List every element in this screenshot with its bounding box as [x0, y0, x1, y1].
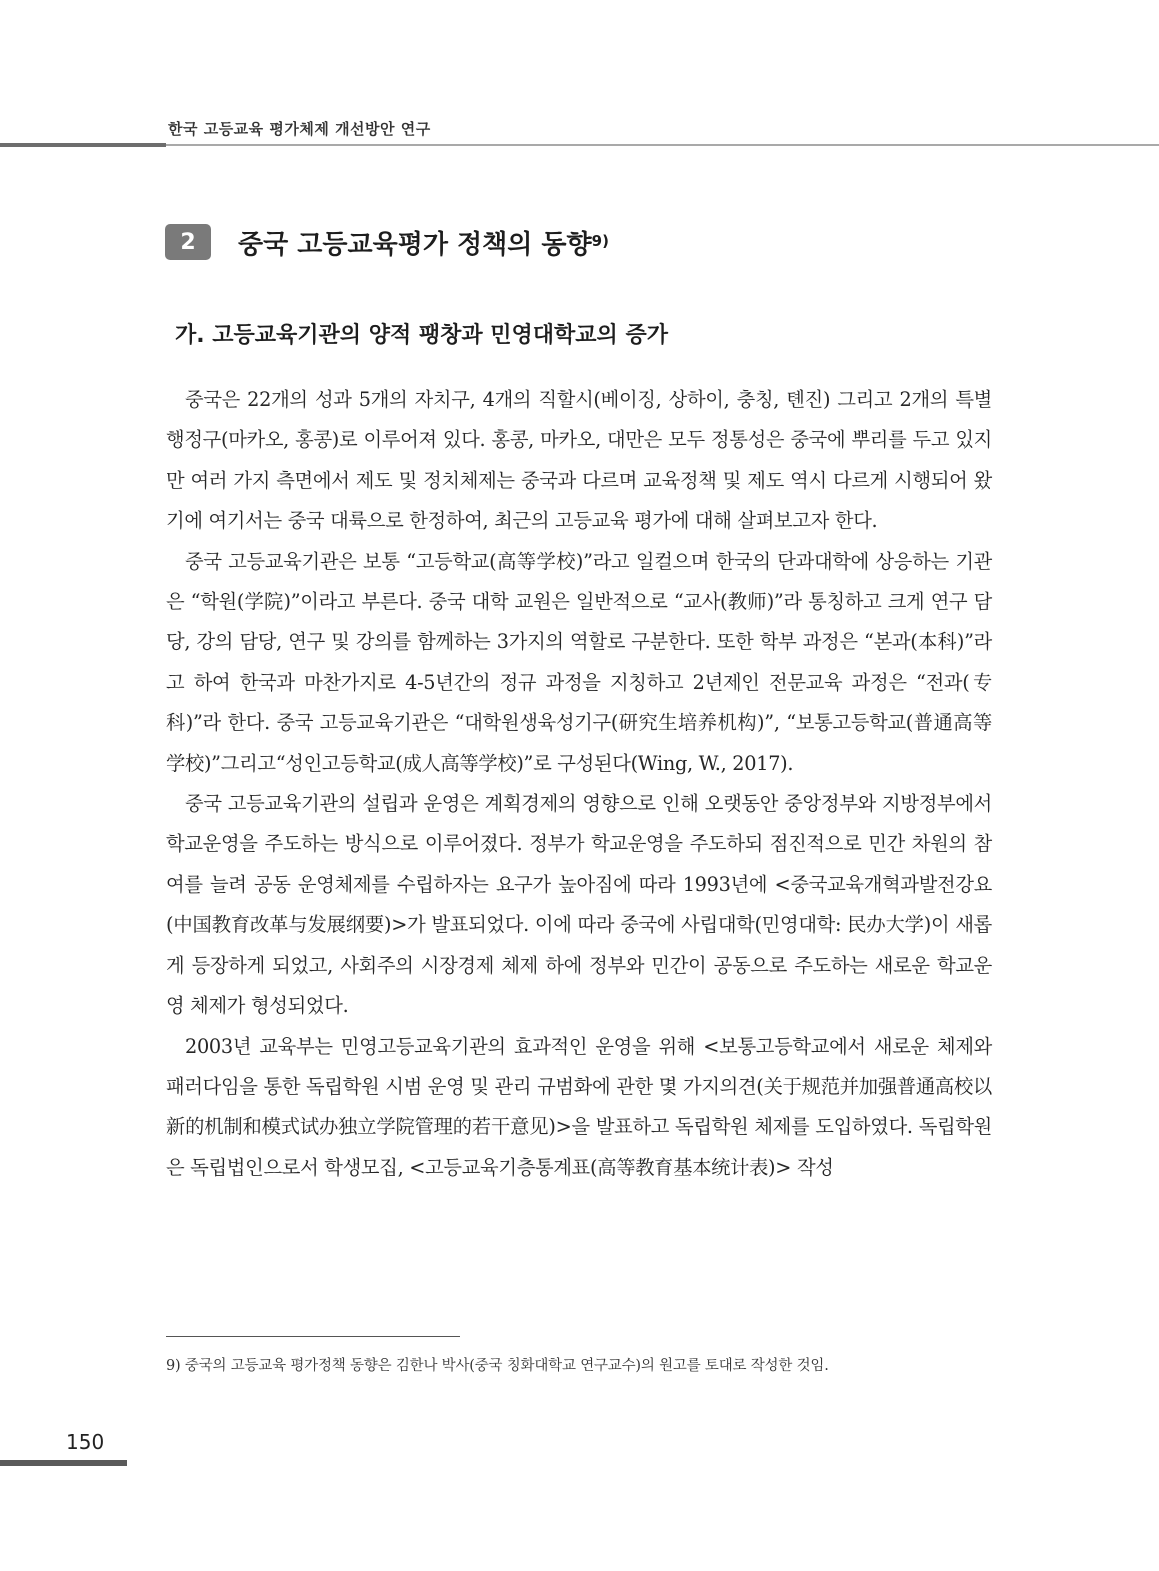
section-number-badge: 2: [165, 224, 211, 260]
paragraph: 2003년 교육부는 민영고등교육기관의 효과적인 운영을 위해 <보통고등학교에서 새로운 체제와 패러다임을 통한 독립학원 시범 운영 및 관리 규범화에 관한 몇 가지의견(关于规范并加强普通高校以新的机制和模式试办独立学院管理的若干意见)>을 발표하고 독립학원 체제를 도입하였다. 독립학원은 독립법인으로서 학생모집, <고등교육기층통계표(高等教育基本统计表)> 작성: [166, 1034, 992, 1179]
subsection-title: 가. 고등교육기관의 양적 팽창과 민영대학교의 증가: [175, 323, 668, 348]
section-title: [238, 224, 609, 261]
header-rule-dark: [0, 143, 166, 147]
paragraph: 중국은 22개의 성과 5개의 자치구, 4개의 직할시(베이징, 상하이, 충칭, 톈진) 그리고 2개의 특별행정구(마카오, 홍콩)로 이루어져 있다. 홍콩, 마카오, 대만은 모두 정통성은 중국에 뿌리를 두고 있지만 여러 가지 측면에서 제도 및 정치체제는 중국과 다르며 교육정책 및 제도 역시 다르게 시행되어 왔기에 여기서는 중국 대륙으로 한정하여, 최근의 고등교육 평가에 대해 살펴보고자 한다.: [166, 388, 992, 533]
footnote: 9) 중국의 고등교육 평가정책 동향은 김한나 박사(중국 칭화대학교 연구교수)의 원고를 토대로 작성한 것임.: [166, 1358, 829, 1374]
running-header: 한국 고등교육 평가체제 개선방안 연구: [168, 120, 431, 138]
paragraph: 중국 고등교육기관은 보통 “고등학교(高等学校)”라고 일컬으며 한국의 단과대학에 상응하는 기관은 “학원(学院)”이라고 부른다. 중국 대학 교원은 일반적으로 “교사(教师)”라 통칭하고 크게 연구 담당, 강의 담당, 연구 및 강의를 함께하는 3가지의 역할로 구분한다. 또한 학부 과정은 “본과(本科)”라고 하여 한국과 마찬가지로 4-5년간의 정규 과정을 지칭하고 2년제인 전문교육 과정은 “전과(专科)”라 한다. 중국 고등교육기관은 “대학원생육성기구(研究生培养机构)”, “보통고등학교(普通高等学校)”그리고“성인고등학교(成人高等学校)”로 구성된다(Wing, W., 2017).: [166, 549, 992, 775]
footnote-divider: [166, 1336, 460, 1337]
body-text: [166, 380, 992, 1188]
header-rule-light: [166, 144, 1159, 146]
section-heading: [165, 222, 609, 262]
page-number: 150: [66, 1430, 105, 1454]
footnote-reference[interactable]: 9): [591, 231, 609, 250]
footer-bar: [0, 1460, 127, 1466]
section-title-text: 중국 고등교육평가 정책의 동향: [238, 229, 592, 260]
paragraph: 중국 고등교육기관의 설립과 운영은 계획경제의 영향으로 인해 오랫동안 중앙정부와 지방정부에서 학교운영을 주도하는 방식으로 이루어졌다. 정부가 학교운영을 주도하되 점진적으로 민간 차원의 참여를 늘려 공동 운영체제를 수립하자는 요구가 높아짐에 따라 1993년에 <중국교육개혁과발전강요(中国教育改革与发展纲要)>가 발표되었다. 이에 따라 중국에 사립대학(민영대학: 民办大学)이 새롭게 등장하게 되었고, 사회주의 시장경제 체제 하에 정부와 민간이 공동으로 주도하는 새로운 학교운영 체제가 형성되었다.: [166, 792, 992, 1018]
